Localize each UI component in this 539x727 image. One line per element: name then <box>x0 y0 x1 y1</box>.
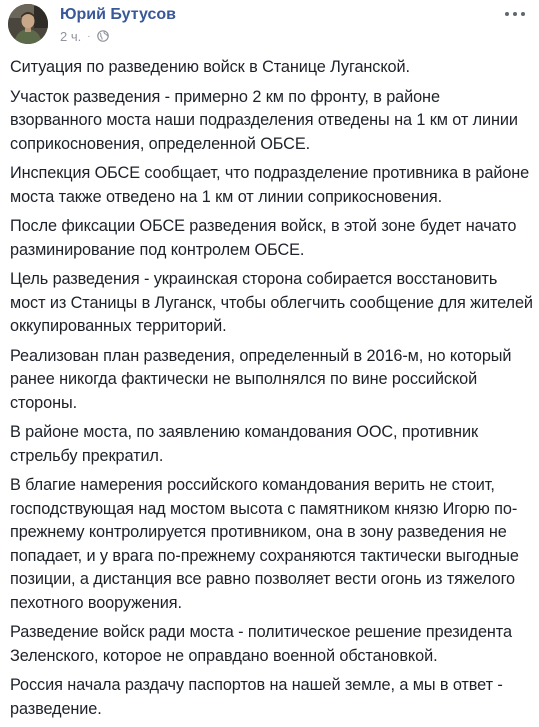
post-paragraph: Участок разведения - примерно 2 км по фронту, в районе взорванного моста наши подразделения отведены на 1 км от линии соприкосновения, определенной ОБСЕ. <box>10 87 518 153</box>
avatar-photo <box>8 4 48 44</box>
meta-separator: · <box>87 30 91 42</box>
more-options-icon[interactable] <box>505 8 525 20</box>
more-dot <box>513 12 517 16</box>
post-paragraph: Ситуация по разведению войск в Станице Луганской. <box>10 58 410 76</box>
post-body <box>10 56 534 727</box>
post-timestamp[interactable]: 2 ч. <box>60 28 82 44</box>
post-paragraph: В благие намерения российского командования верить не стоит, господствующая над мостом высота с памятником князю Игорю по-прежнему контролируется противником, она в зону разведения не попадает, и у врага по-прежнему сохраняются тактически выгодные позиции, а дистанция все равно позволяет вести огонь из тяжелого пехотного вооружения. <box>10 476 519 612</box>
post-paragraph: Цель разведения - украинская сторона собирается восстановить мост из Станицы в Луганск, чтобы облегчить сообщение для жителей оккупированных территорий. <box>10 270 533 335</box>
post-header <box>0 0 539 56</box>
post-meta <box>60 28 109 44</box>
more-dot <box>505 12 509 16</box>
author-avatar[interactable] <box>8 4 48 44</box>
globe-icon[interactable] <box>97 30 109 42</box>
post-paragraph: Россия начала раздачу паспортов на нашей земле, а мы в ответ - разведение. <box>10 676 503 718</box>
post-paragraph: После фиксации ОБСЕ разведения войск, в этой зоне будет начато разминирование под контролем ОБСЕ. <box>10 217 517 259</box>
post-paragraph: Инспекция ОБСЕ сообщает, что подразделение противника в районе моста также отведено на 1 км от линии соприкосновения. <box>10 164 530 206</box>
more-dot <box>521 12 525 16</box>
post-paragraph: Разведение войск ради моста - политическое решение президента Зеленского, которое не оправдано военной обстановкой. <box>10 623 512 665</box>
author-name-link[interactable]: Юрий Бутусов <box>60 6 177 23</box>
post-paragraph: Реализован план разведения, определенный в 2016-м, но который ранее никогда фактически не выполнялся по вине российской стороны. <box>10 346 512 412</box>
post-paragraph: В районе моста, по заявлению командования ООС, противник стрельбу прекратил. <box>10 423 478 465</box>
